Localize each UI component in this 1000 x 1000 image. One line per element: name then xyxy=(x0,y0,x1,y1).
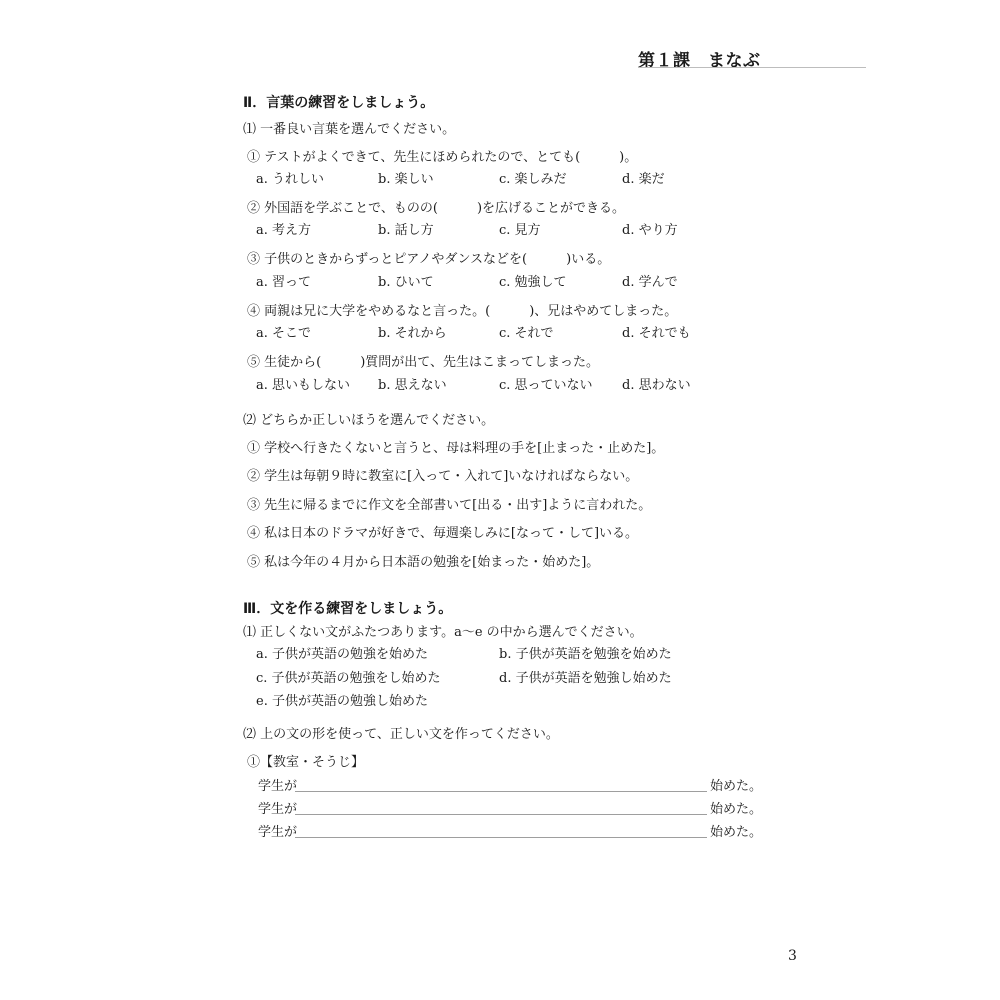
option-2b: b. 話し方 xyxy=(378,223,434,238)
chapter-title: 第１課 まなぶ xyxy=(638,51,761,71)
section-3-part-2-instruction: ⑵ 上の文の形を使って、正しい文を作ってください。 xyxy=(243,727,559,742)
option-4d: d. それでも xyxy=(622,326,691,341)
sentence-option-b: b. 子供が英語を勉強を始めた xyxy=(499,647,672,662)
question-3: ③ 子供のときからずっとピアノやダンスなどを( )いる。 xyxy=(247,252,611,267)
choice-item-4: ④ 私は日本のドラマが好きで、毎週楽しみに[なって・して]いる。 xyxy=(247,526,639,541)
option-3a: a. 習って xyxy=(256,275,312,290)
section-2-title: Ⅱ．言葉の練習をしましょう。 xyxy=(243,95,435,111)
option-3b: b. ひいて xyxy=(378,275,434,290)
question-2: ② 外国語を学ぶことで、ものの( )を広げることができる。 xyxy=(247,201,626,216)
sentence-option-a: a. 子供が英語の勉強を始めた xyxy=(256,647,429,662)
write-line-1[interactable] xyxy=(295,791,707,792)
write-line-prefix-1: 学生が xyxy=(258,779,298,794)
option-5a: a. 思いもしない xyxy=(256,378,351,393)
question-4: ④ 両親は兄に大学をやめるなと言った。( )、兄はやめてしまった。 xyxy=(247,304,678,319)
option-1b: b. 楽しい xyxy=(378,172,434,187)
write-line-suffix-2: 始めた。 xyxy=(710,802,763,817)
section-2-part-2-instruction: ⑵ どちらか正しいほうを選んでください。 xyxy=(243,413,495,428)
header-divider xyxy=(638,67,866,68)
sentence-option-e: e. 子供が英語の勉強し始めた xyxy=(256,694,428,709)
option-3c: c. 勉強して xyxy=(499,275,567,290)
option-5b: b. 思えない xyxy=(378,378,447,393)
option-5c: c. 思っていない xyxy=(499,378,593,393)
option-1c: c. 楽しみだ xyxy=(499,172,567,187)
write-line-suffix-1: 始めた。 xyxy=(710,779,763,794)
option-5d: d. 思わない xyxy=(622,378,691,393)
sentence-option-d: d. 子供が英語を勉強し始めた xyxy=(499,671,672,686)
option-4b: b. それから xyxy=(378,326,447,341)
section-3-title: Ⅲ．文を作る練習をしましょう。 xyxy=(243,601,453,617)
choice-item-3: ③ 先生に帰るまでに作文を全部書いて[出る・出す]ように言われた。 xyxy=(247,498,652,513)
write-line-3[interactable] xyxy=(295,837,707,838)
write-line-prefix-3: 学生が xyxy=(258,825,298,840)
option-4a: a. そこで xyxy=(256,326,312,341)
writing-item-1: ①【教室・そうじ】 xyxy=(247,755,365,770)
option-2d: d. やり方 xyxy=(622,223,678,238)
section-3-part-1-instruction: ⑴ 正しくない文がふたつあります。a～e の中から選んでください。 xyxy=(243,625,643,640)
write-line-prefix-2: 学生が xyxy=(258,802,298,817)
option-2c: c. 見方 xyxy=(499,223,541,238)
choice-item-2: ② 学生は毎朝９時に教室に[入って・入れて]いなければならない。 xyxy=(247,469,639,484)
choice-item-1: ① 学校へ行きたくないと言うと、母は料理の手を[止まった・止めた]。 xyxy=(247,441,665,456)
write-line-2[interactable] xyxy=(295,814,707,815)
option-1a: a. うれしい xyxy=(256,172,325,187)
page-number: 3 xyxy=(788,948,797,964)
sentence-option-c: c. 子供が英語の勉強をし始めた xyxy=(256,671,441,686)
option-3d: d. 学んで xyxy=(622,275,678,290)
option-2a: a. 考え方 xyxy=(256,223,312,238)
option-1d: d. 楽だ xyxy=(622,172,665,187)
question-1: ① テストがよくできて、先生にほめられたので、とても( )。 xyxy=(247,150,638,165)
write-line-suffix-3: 始めた。 xyxy=(710,825,763,840)
section-2-part-1-instruction: ⑴ 一番良い言葉を選んでください。 xyxy=(243,122,456,137)
option-4c: c. それで xyxy=(499,326,554,341)
choice-item-5: ⑤ 私は今年の４月から日本語の勉強を[始まった・始めた]。 xyxy=(247,555,600,570)
question-5: ⑤ 生徒から( )質問が出て、先生はこまってしまった。 xyxy=(247,355,600,370)
